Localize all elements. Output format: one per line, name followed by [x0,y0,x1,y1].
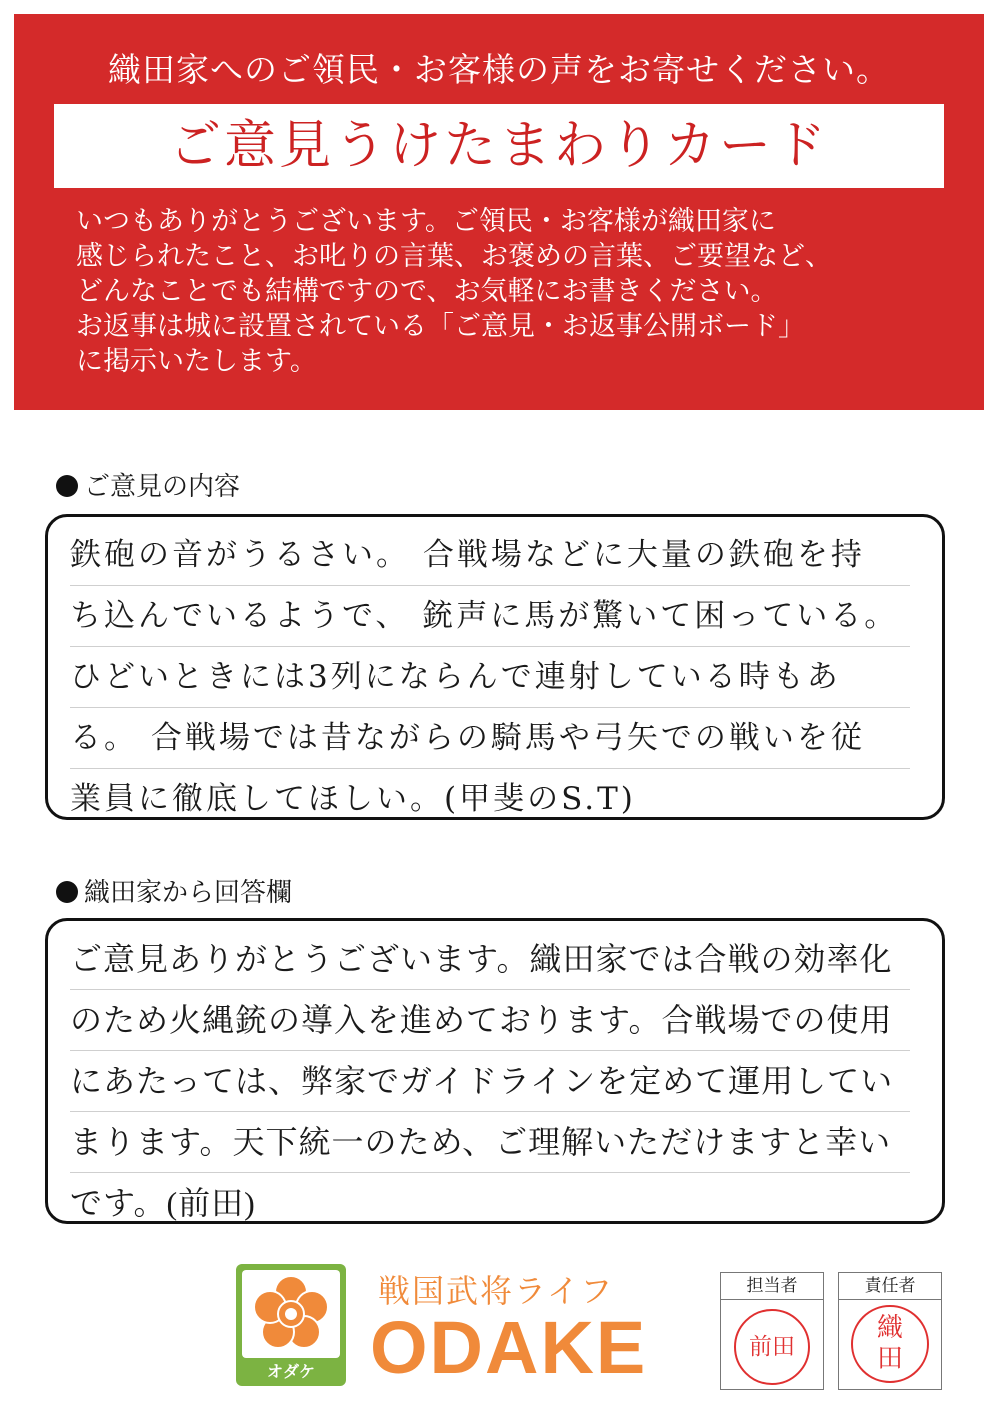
intro-line: お返事は城に設置されている「ご意見・お返事公開ボード」 [76,311,805,342]
seal-oda-text: 織田 [876,1313,903,1374]
reply-heading [56,872,292,909]
title-box [54,104,944,188]
reply-heading-label: 織田家から回答欄 [84,878,293,908]
opinion-lines [70,525,910,817]
stamp-manager [838,1272,942,1390]
reply-line: のため火縄銃の導入を進めております。合戦場での使用 [70,990,910,1051]
opinion-line: ひどいときには3列にならんで連射している時もあ [70,647,910,708]
intro-line: 感じられたこと、お叱りの言葉、お褒めの言葉、ご要望など、 [76,241,832,272]
header-tagline: 織田家へのご領民・お客様の声をお寄せください。 [108,50,890,89]
opinion-line: る。 合戦場では昔ながらの騎馬や弓矢での戦いを従 [70,708,910,769]
stamp-staff-label: 担当者 [721,1273,823,1300]
brand-subtitle: 戦国武将ライフ [378,1272,615,1310]
intro-line: に掲示いたします。 [76,346,317,377]
seal-maeda: 前田 [734,1309,810,1385]
opinion-line: 業員に徹底してほしい。(甲斐のS.T) [70,781,636,817]
reply-line: まります。天下統一のため、ご理解いただけますと幸い [70,1112,910,1173]
logo-caption: オダケ [266,1362,316,1381]
header-banner [14,14,984,410]
opinion-box [45,514,945,820]
brand-name: ODAKE [370,1306,648,1389]
page-title: ご意見うけたまわりカード [168,116,829,176]
intro-line: いつもありがとうございます。ご領民・お客様が織田家に [76,206,776,237]
reply-line: ご意見ありがとうございます。織田家では合戦の効率化 [70,929,910,990]
oda-crest-logo-icon [236,1264,346,1386]
stamp-manager-label: 責任者 [839,1273,941,1300]
opinion-heading [56,466,240,503]
bullet-icon [56,475,78,497]
seal-oda [851,1305,929,1383]
reply-lines [70,929,910,1221]
reply-box [45,918,945,1224]
bullet-icon [56,881,78,903]
reply-line: にあたっては、弊家でガイドラインを定めて運用してい [70,1051,910,1112]
intro-text [76,204,956,379]
intro-line: どんなことでも結構ですので、お気軽にお書きください。 [76,276,778,307]
opinion-line: ち込んでいるようで、 銃声に馬が驚いて困っている。 [70,586,910,647]
opinion-heading-label: ご意見の内容 [84,472,241,502]
reply-line: です。(前田) [70,1185,256,1221]
opinion-line: 鉄砲の音がうるさい。 合戦場などに大量の鉄砲を持 [70,525,910,586]
stamp-staff [720,1272,824,1390]
